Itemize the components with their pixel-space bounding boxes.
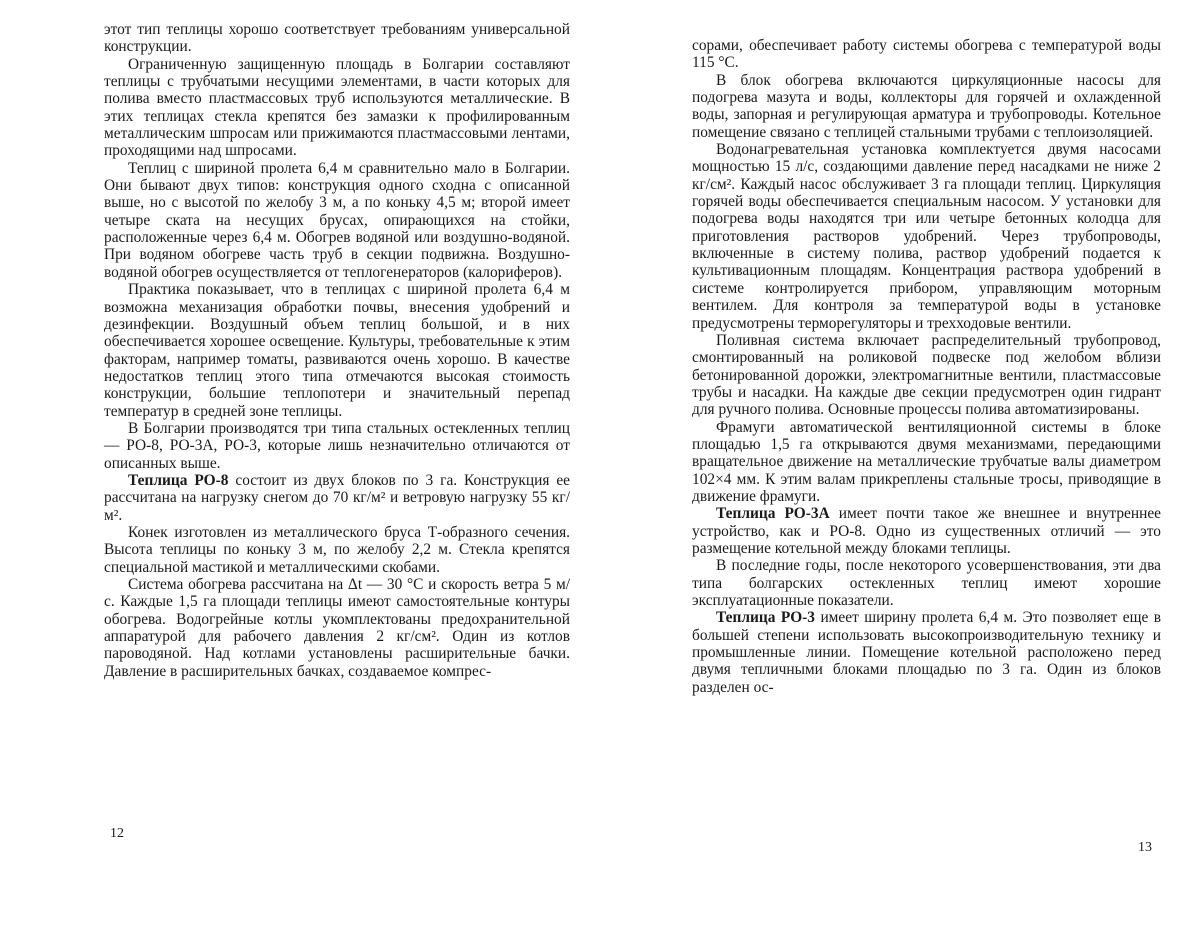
paragraph-text: сорами, обеспечивает работу системы обогрева с температурой воды 115 °С. (692, 37, 1161, 72)
paragraph (692, 609, 1161, 696)
paragraph (104, 56, 570, 160)
paragraph-text: В Болгарии производятся три типа стальных остекленных теплиц — РО-8, РО-3А, РО-3, которые лишь незначительно отличаются от описанных выше. (104, 419, 570, 472)
paragraph (692, 419, 1161, 506)
paragraph (692, 557, 1161, 609)
paragraph (104, 21, 570, 56)
paragraph (692, 141, 1161, 332)
paragraph (692, 505, 1161, 557)
paragraph (104, 472, 570, 524)
paragraph (104, 281, 570, 420)
page-number-right: 13 (1138, 840, 1152, 855)
paragraph (692, 72, 1161, 141)
left-text-column (104, 21, 570, 680)
paragraph-text: Практика показывает, что в теплицах с шириной пролета 6,4 м возможна механизация обработки почвы, внесения удобрений и дезинфекции. Воздушный объем теплиц большой, и в них обеспечивается хорошее освещение. Культуры, требовательные к этим факторам, например томаты, развиваются очень хорошо. В качестве недостатков теплиц этого типа отмечаются высокая стоимость конструкции, большие теплопотери и значительный перепад температур в средней зоне теплицы. (104, 281, 570, 420)
paragraph (692, 37, 1161, 72)
paragraph-lead: Теплица РО-3 (716, 609, 815, 627)
paragraph-text: Теплиц с шириной пролета 6,4 м сравнительно мало в Болгарии. Они бывают двух типов: конструкция одного сходна с описанной выше, но с высотой по желобу 3 м, а по коньку 4,5 м; второй имеет четыре ската на несущих брусах, опирающихся на стойки, расположенные через 6,4 м. Обогрев водяной или воздушно-водяной. При водяном обогреве часть труб в секции подвижна. Воздушно-водяной обогрев осуществляется от теплогенераторов (калориферов). (104, 159, 570, 281)
paragraph-text: Конек изготовлен из металлического бруса Т-образного сечения. Высота теплицы по коньку 3 м, по желобу 2,2 м. Стекла крепятся специальной мастикой и металлическими скобами. (104, 523, 570, 576)
paragraph-text: имеет ширину пролета 6,4 м. Это позволяет еще в большей степени использовать высокопроизводительную технику и промышленные линии. Помещение котельной расположено перед двумя тепличными блоками площадью по 3 га. Один из блоков разделен ос- (692, 609, 1161, 696)
paragraph-text: Водонагревательная установка комплектуется двумя насосами мощностью 15 л/с, создающими давление перед насадками не ниже 2 кг/см². Каждый насос обслуживает 3 га площади теплиц. Циркуляция горячей воды обеспечивается специальным насосом. У установки для подогрева воды находятся три или четыре бетонных колодца для приготовления растворов удобрений. Через трубопроводы, включенные в систему полива, раствор удобрений подается к культивационным площадям. Концентрация раствора удобрений в системе контролируется прибором, управляющим моторным вентилем. Для контроля за температурой воды в установке предусмотрены терморегуляторы и трехходовые вентили. (692, 141, 1161, 332)
paragraph-text: В последние годы, после некоторого усовершенствования, эти два типа болгарских остекленных теплиц имеют хорошие эксплуатационные показатели. (692, 557, 1161, 609)
paragraph-text: имеет почти такое же внешнее и внутреннее устройство, как и РО-8. Одно из существенных отличий — это размещение котельной между блоками теплицы. (692, 505, 1162, 557)
paragraph-text: Система обогрева рассчитана на Δt — 30 °С и скорость ветра 5 м/с. Каждые 1,5 га площади теплицы имеют самостоятельные контуры обогрева. Водогрейные котлы укомплектованы предохранительной аппаратурой для рабочего давления 2 кг/см². Один из котлов пароводяной. Над котлами установлены расширительные бачки. Давление в расширительных бачках, создаваемое компрес- (104, 576, 570, 680)
paragraph-lead: Теплица РО-3А (716, 505, 830, 523)
paragraph-text: состоит из двух блоков по 3 га. Конструкция ее рассчитана на нагрузку снегом до 70 кг/м² и ветровую нагрузку 55 кг/м². (104, 471, 570, 524)
paragraph-text: Фрамуги автоматической вентиляционной системы в блоке площадью 1,5 га открываются двумя механизмами, передающими вращательное движение на металлические трубчатые валы диаметром 102×4 мм. К этим валам прикреплены стальные тросы, приводящие в движение фрамуги. (692, 418, 1161, 505)
paragraph (104, 576, 570, 680)
right-text-column (692, 37, 1161, 696)
paragraph-text: этот тип теплицы хорошо соответствует требованиям универсальной конструкции. (104, 21, 570, 56)
paragraph-text: Ограниченную защищенную площадь в Болгарии составляют теплицы с трубчатыми несущими элементами, в части которых для полива вместо пластмассовых труб используются металлические. В этих теплицах стекла крепятся без замазки к профилированным металлическим шпросам или прижимаются пластмассовыми лентами, проходящими над шпросами. (104, 55, 570, 160)
paragraph (104, 420, 570, 472)
paragraph (104, 160, 570, 281)
paragraph (692, 332, 1161, 419)
paragraph-text: Поливная система включает распределительный трубопровод, смонтированный на роликовой подвеске под желобом вблизи бетонированной дорожки, электромагнитные вентили, пластмассовые трубы и насадки. На каждые две секции предусмотрен один гидрант для ручного полива. Основные процессы полива автоматизированы. (692, 331, 1161, 419)
paragraph-lead: Теплица РО-8 (128, 471, 229, 489)
paragraph-text: В блок обогрева включаются циркуляционные насосы для подогрева мазута и воды, коллекторы для горячей и охлажденной воды, запорная и регулирующая арматура и трубопроводы. Котельное помещение связано с теплицей стальными трубами с теплоизоляцией. (692, 71, 1161, 141)
paragraph (104, 524, 570, 576)
page-number-left: 12 (110, 826, 124, 841)
right-page (600, 0, 1200, 934)
